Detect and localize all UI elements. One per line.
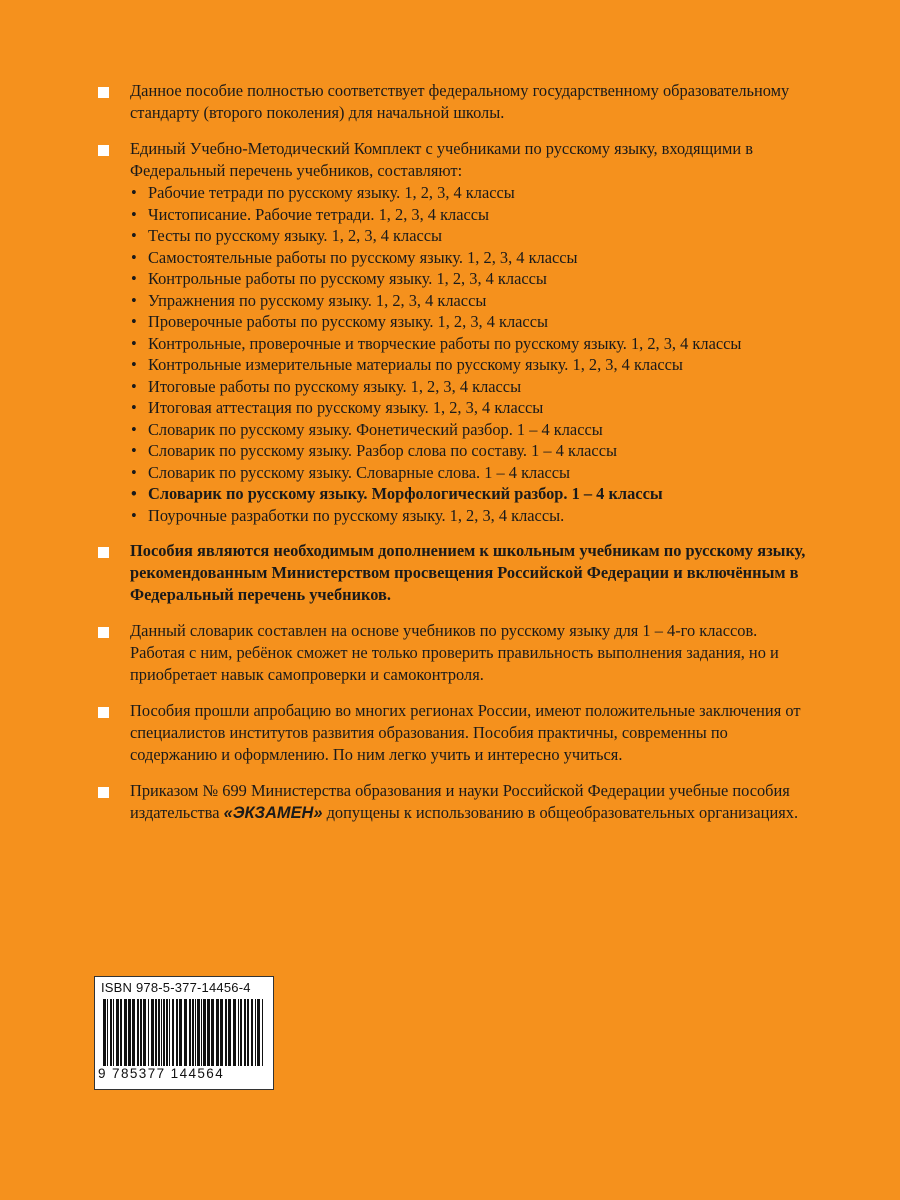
barcode-bar	[179, 999, 182, 1067]
barcode-bar	[148, 999, 149, 1067]
isbn-label: ISBN 978-5-377-14456-4	[101, 980, 251, 995]
barcode-bar	[228, 999, 231, 1067]
square-bullet-icon	[98, 627, 109, 638]
square-bullet-icon	[98, 145, 109, 156]
publisher-brand: «ЭКЗАМЕН»	[223, 804, 323, 822]
barcode-bar	[255, 999, 256, 1067]
list-item: • Словарик по русскому языку. Фонетический разбор. 1 – 4 классы	[130, 419, 816, 441]
paragraph-text: Пособия являются необходимым дополнением к школьным учебникам по русскому языку, рекомендованным Министерством просвещения Российской Федерации и включённым в Федеральный перечень учебников.	[130, 541, 806, 604]
barcode-bar	[161, 999, 162, 1067]
barcode-bar	[110, 999, 112, 1067]
barcode-bar	[197, 999, 200, 1067]
barcode-bar	[233, 999, 236, 1067]
barcode-bar	[163, 999, 165, 1067]
list-item: • Чистописание. Рабочие тетради. 1, 2, 3, 4 классы	[130, 204, 816, 226]
barcode-bar	[201, 999, 202, 1067]
barcode-digits: 9 785377 144564	[98, 1066, 268, 1081]
paragraph-text	[130, 780, 816, 824]
paragraph-umk	[96, 138, 816, 526]
barcode-bar	[137, 999, 139, 1067]
isbn-barcode-block	[94, 976, 274, 1090]
square-bullet-icon	[98, 87, 109, 98]
paragraph-standard	[96, 80, 816, 124]
list-item: • Контрольные измерительные материалы по русскому языку. 1, 2, 3, 4 классы	[130, 354, 816, 376]
barcode-bar	[211, 999, 214, 1067]
paragraph-approbation	[96, 700, 816, 766]
description-paragraphs	[96, 80, 816, 824]
square-bullet-icon	[98, 787, 109, 798]
barcode-bar	[216, 999, 219, 1067]
list-item: • Контрольные работы по русскому языку. 1, 2, 3, 4 классы	[130, 268, 816, 290]
barcode-bar	[128, 999, 131, 1067]
barcode-bar	[240, 999, 242, 1067]
barcode-bar	[251, 999, 253, 1067]
barcode-bar	[244, 999, 246, 1067]
barcode-bar	[262, 999, 263, 1075]
barcode-bar	[132, 999, 135, 1067]
list-item: • Упражнения по русскому языку. 1, 2, 3, 4 классы	[130, 290, 816, 312]
barcode-bar	[107, 999, 108, 1067]
list-item: • Проверочные работы по русскому языку. 1, 2, 3, 4 классы	[130, 311, 816, 333]
order-text-end: допущены к использованию в общеобразовательных организациях.	[322, 803, 799, 822]
paragraph-order	[96, 780, 816, 824]
barcode-bar	[207, 999, 210, 1067]
barcode-bar	[120, 999, 122, 1067]
paragraph-text: Данный словарик составлен на основе учебников по русскому языку для 1 – 4-го классов. Работая с ним, ребёнок сможет не только проверить правильность выполнения задания, но и приобретает навык самопроверки и самоконтроля.	[130, 621, 779, 684]
barcode-bar	[169, 999, 170, 1067]
barcode-bar	[172, 999, 174, 1067]
square-bullet-icon	[98, 547, 109, 558]
barcode-bar	[220, 999, 223, 1067]
paragraph-supplement	[96, 540, 816, 606]
list-item: • Тесты по русскому языку. 1, 2, 3, 4 классы	[130, 225, 816, 247]
paragraph-dictionary	[96, 620, 816, 686]
barcode	[103, 999, 265, 1075]
list-item: • Итоговая аттестация по русскому языку. 1, 2, 3, 4 классы	[130, 397, 816, 419]
barcode-bar	[155, 999, 157, 1067]
list-item-highlighted: • Словарик по русскому языку. Морфологический разбор. 1 – 4 классы	[130, 483, 816, 505]
list-item: • Поурочные разработки по русскому языку. 1, 2, 3, 4 классы.	[130, 505, 816, 527]
barcode-bar	[103, 999, 106, 1075]
barcode-bar	[166, 999, 168, 1067]
barcode-bar	[151, 999, 154, 1067]
list-item: • Контрольные, проверочные и творческие работы по русскому языку. 1, 2, 3, 4 классы	[130, 333, 816, 355]
barcode-bar	[195, 999, 196, 1067]
list-item: • Словарик по русскому языку. Разбор слова по составу. 1 – 4 классы	[130, 440, 816, 462]
barcode-bar	[176, 999, 178, 1067]
barcode-bar	[192, 999, 194, 1067]
square-bullet-icon	[98, 707, 109, 718]
barcode-bar	[247, 999, 249, 1067]
barcode-bar	[257, 999, 260, 1067]
barcode-bar	[143, 999, 146, 1067]
barcode-bar	[184, 999, 187, 1075]
barcode-bar	[113, 999, 114, 1067]
list-item: • Рабочие тетради по русскому языку. 1, 2, 3, 4 классы	[130, 182, 816, 204]
paragraph-text: Данное пособие полностью соответствует федеральному государственному образовательному стандарту (второго поколения) для начальной школы.	[130, 81, 790, 122]
barcode-bar	[225, 999, 227, 1067]
barcode-bar	[124, 999, 127, 1067]
paragraph-text: Единый Учебно-Методический Комплект с учебниками по русскому языку, входящими в Федеральный перечень учебников, составляют:	[130, 139, 753, 180]
list-item: • Словарик по русскому языку. Словарные слова. 1 – 4 классы	[130, 462, 816, 484]
barcode-bar	[203, 999, 206, 1067]
barcode-bar	[158, 999, 160, 1067]
barcode-bar	[116, 999, 119, 1067]
paragraph-text: Пособия прошли апробацию во многих регионах России, имеют положительные заключения от специалистов институтов развития образования. Пособия практичны, современны по содержанию и оформлению. По ним легко учить и интересно учиться.	[130, 701, 801, 764]
barcode-bar	[189, 999, 191, 1067]
umk-book-list	[130, 182, 816, 526]
list-item: • Итоговые работы по русскому языку. 1, 2, 3, 4 классы	[130, 376, 816, 398]
list-item: • Самостоятельные работы по русскому языку. 1, 2, 3, 4 классы	[130, 247, 816, 269]
barcode-bar	[238, 999, 239, 1067]
order-text-start: Приказом № 699 Министерства образования и науки Российской Федерации учебные пособия издательства	[130, 781, 790, 822]
barcode-bar	[140, 999, 142, 1067]
